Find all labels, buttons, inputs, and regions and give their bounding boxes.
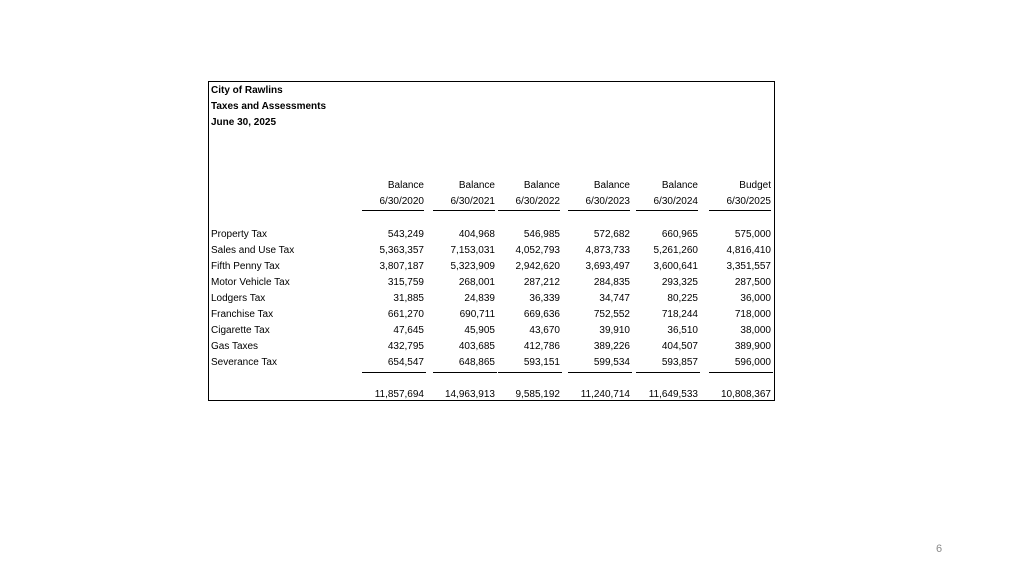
row-value: 287,500 (734, 277, 771, 288)
row-value: 718,000 (734, 309, 771, 320)
table-row (209, 356, 774, 372)
row-value: 5,261,260 (653, 245, 698, 256)
column-header-label: Balance (523, 180, 560, 191)
row-value: 36,339 (529, 293, 560, 304)
row-value: 593,857 (661, 357, 698, 368)
table-row (209, 244, 774, 260)
title-report: Taxes and Assessments (211, 101, 327, 112)
title-city: City of Rawlins (211, 85, 283, 96)
column-header-label: Balance (387, 180, 424, 191)
table-row (209, 276, 774, 292)
column-header-label: Budget (739, 180, 771, 191)
column-header-date: 6/30/2023 (568, 196, 630, 211)
table-row (209, 292, 774, 308)
column-header-date: 6/30/2024 (636, 196, 698, 211)
table-row (209, 228, 774, 244)
row-label: Severance Tax (211, 357, 277, 368)
row-label: Property Tax (211, 229, 267, 240)
row-value: 669,636 (523, 309, 560, 320)
row-label: Lodgers Tax (211, 293, 266, 304)
row-value: 660,965 (661, 229, 698, 240)
row-value: 3,351,557 (726, 261, 771, 272)
row-label: Sales and Use Tax (211, 245, 295, 256)
table-row (209, 260, 774, 276)
row-value: 4,873,733 (585, 245, 630, 256)
row-value: 389,226 (593, 341, 630, 352)
table-row (209, 308, 774, 324)
row-value: 3,600,641 (653, 261, 698, 272)
column-header-label: Balance (593, 180, 630, 191)
row-label: Cigarette Tax (211, 325, 270, 336)
subtotal-rule (498, 372, 562, 373)
subtotal-rule (362, 372, 426, 373)
subtotal-rule (568, 372, 632, 373)
row-label: Fifth Penny Tax (211, 261, 280, 272)
row-value: 4,816,410 (726, 245, 771, 256)
row-value: 43,670 (529, 325, 560, 336)
row-value: 7,153,031 (450, 245, 495, 256)
total-value: 9,585,192 (515, 389, 560, 400)
row-value: 5,323,909 (450, 261, 495, 272)
row-value: 404,507 (661, 341, 698, 352)
row-value: 39,910 (599, 325, 630, 336)
row-value: 24,839 (464, 293, 495, 304)
subtotal-rule (433, 372, 497, 373)
row-value: 572,682 (593, 229, 630, 240)
page-number: 6 (936, 543, 943, 555)
total-value: 14,963,913 (444, 389, 495, 400)
row-value: 389,900 (734, 341, 771, 352)
row-value: 543,249 (387, 229, 424, 240)
row-value: 596,000 (734, 357, 771, 368)
row-value: 5,363,357 (379, 245, 424, 256)
total-value: 11,857,694 (374, 389, 424, 400)
total-value: 10,808,367 (720, 389, 771, 400)
row-value: 287,212 (523, 277, 560, 288)
row-value: 315,759 (387, 277, 424, 288)
row-value: 47,645 (393, 325, 424, 336)
column-header-date: 6/30/2025 (709, 196, 771, 211)
row-value: 36,000 (740, 293, 771, 304)
row-value: 404,968 (458, 229, 495, 240)
row-label: Franchise Tax (211, 309, 274, 320)
total-value: 11,649,533 (648, 389, 698, 400)
row-value: 654,547 (387, 357, 424, 368)
subtotal-rule (709, 372, 773, 373)
row-value: 36,510 (667, 325, 698, 336)
row-label: Gas Taxes (211, 341, 259, 352)
row-value: 38,000 (740, 325, 771, 336)
column-header-label: Balance (661, 180, 698, 191)
row-value: 546,985 (523, 229, 560, 240)
row-value: 432,795 (387, 341, 424, 352)
row-value: 718,244 (661, 309, 698, 320)
row-value: 268,001 (458, 277, 495, 288)
row-value: 31,885 (393, 293, 424, 304)
total-value: 11,240,714 (580, 389, 630, 400)
table-row (209, 324, 774, 340)
row-value: 3,693,497 (585, 261, 630, 272)
row-value: 4,052,793 (515, 245, 560, 256)
row-value: 575,000 (734, 229, 771, 240)
row-value: 661,270 (387, 309, 424, 320)
column-header-date: 6/30/2022 (498, 196, 560, 211)
row-value: 403,685 (458, 341, 495, 352)
column-header-date: 6/30/2020 (362, 196, 424, 211)
title-date: June 30, 2025 (211, 117, 277, 128)
row-label: Motor Vehicle Tax (211, 277, 290, 288)
row-value: 34,747 (599, 293, 630, 304)
row-value: 3,807,187 (379, 261, 424, 272)
row-value: 80,225 (667, 293, 698, 304)
column-header-date: 6/30/2021 (433, 196, 495, 211)
row-value: 293,325 (661, 277, 698, 288)
taxes-table (208, 81, 775, 401)
row-value: 752,552 (593, 309, 630, 320)
column-header-label: Balance (458, 180, 495, 191)
row-value: 593,151 (523, 357, 560, 368)
row-value: 45,905 (464, 325, 495, 336)
row-value: 2,942,620 (515, 261, 560, 272)
row-value: 648,865 (458, 357, 495, 368)
table-row (209, 340, 774, 356)
row-value: 599,534 (593, 357, 630, 368)
row-value: 412,786 (523, 341, 560, 352)
row-value: 690,711 (459, 309, 495, 320)
row-value: 284,835 (593, 277, 630, 288)
subtotal-rule (636, 372, 700, 373)
